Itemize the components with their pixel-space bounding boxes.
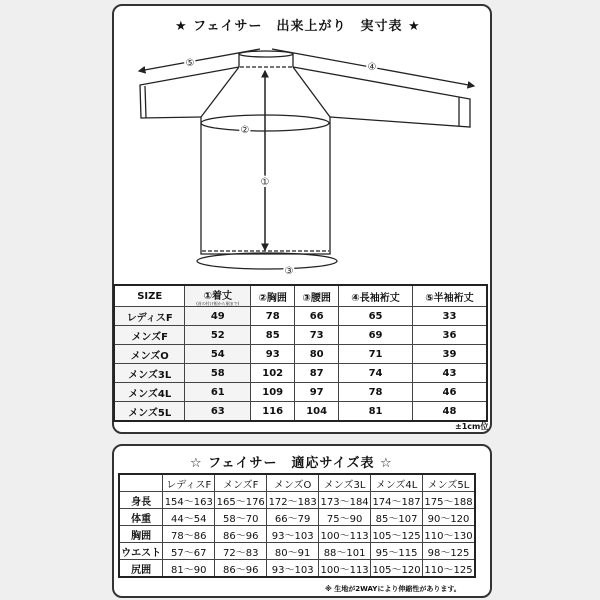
finished-size-title: ★ フェイサー 出来上がり 実寸表 ★ <box>175 19 421 34</box>
table-cell: メンズ3L <box>319 474 371 492</box>
row-header: 体重 <box>119 509 163 526</box>
row-header: 尻囲 <box>119 560 163 578</box>
header-chest: ②胸囲 <box>251 285 295 307</box>
table-cell: 63 <box>185 402 251 422</box>
table-cell: 58 <box>185 364 251 383</box>
table-cell: 71 <box>339 345 413 364</box>
table-cell: 175～188 <box>423 492 476 509</box>
table-cell: 78 <box>251 307 295 326</box>
table-cell: 36 <box>412 326 487 345</box>
row-header <box>119 474 163 492</box>
stretch-note: ※ 生地が2WAYにより伸縮性があります。 <box>325 585 461 593</box>
row-header: レディスF <box>114 307 185 326</box>
table-row <box>119 509 475 526</box>
table-cell: 95～115 <box>371 543 423 560</box>
table-cell: 100～113 <box>319 560 371 578</box>
table-cell: 73 <box>295 326 339 345</box>
table-cell: 57～67 <box>163 543 215 560</box>
row-header: メンズO <box>114 345 185 364</box>
table-cell: 58～70 <box>215 509 267 526</box>
table-cell: 93～103 <box>267 526 319 543</box>
row-header: 身長 <box>119 492 163 509</box>
table-cell: 46 <box>412 383 487 402</box>
table-cell: 87 <box>295 364 339 383</box>
table-cell: 93～103 <box>267 560 319 578</box>
finished-size-table <box>113 284 488 422</box>
fit-size-title: ☆ フェイサー 適応サイズ表 ☆ <box>190 456 393 471</box>
table-row <box>114 364 487 383</box>
table-cell: 52 <box>185 326 251 345</box>
label-3: ③ <box>284 266 294 277</box>
row-header: 胸囲 <box>119 526 163 543</box>
table-cell: 165～176 <box>215 492 267 509</box>
table-cell: 69 <box>339 326 413 345</box>
table-cell: 88～101 <box>319 543 371 560</box>
row-header: メンズ5L <box>114 402 185 422</box>
table-row <box>114 402 487 422</box>
table-cell: 90～120 <box>423 509 476 526</box>
label-1: ① <box>260 177 270 188</box>
table-cell: 66 <box>295 307 339 326</box>
table-cell: 44～54 <box>163 509 215 526</box>
table-row <box>114 345 487 364</box>
table-cell: 43 <box>412 364 487 383</box>
table-cell: 81 <box>339 402 413 422</box>
table-cell: 78 <box>339 383 413 402</box>
table-cell: 72～83 <box>215 543 267 560</box>
label-4: ④ <box>367 62 377 73</box>
table-cell: 85 <box>251 326 295 345</box>
table-row <box>119 560 475 578</box>
table-cell: 86～96 <box>215 526 267 543</box>
row-header: メンズ3L <box>114 364 185 383</box>
table-cell: 172～183 <box>267 492 319 509</box>
header-length: ①着丈 (首の付け根から裾まで) <box>185 285 251 307</box>
label-5: ⑤ <box>185 58 195 69</box>
fit-size-table <box>118 473 476 578</box>
table-cell: 174～187 <box>371 492 423 509</box>
header-short-sleeve: ⑤半袖裄丈 <box>412 285 487 307</box>
table-cell: 173～184 <box>319 492 371 509</box>
row-header: ウエスト <box>119 543 163 560</box>
table-row <box>119 526 475 543</box>
table-cell: 110～125 <box>423 560 476 578</box>
table-cell: レディスF <box>163 474 215 492</box>
table-cell: 93 <box>251 345 295 364</box>
table-row <box>114 383 487 402</box>
table-cell: 154～163 <box>163 492 215 509</box>
table-row <box>119 492 475 509</box>
table-cell: 78～86 <box>163 526 215 543</box>
table-cell: 61 <box>185 383 251 402</box>
row-header: メンズ4L <box>114 383 185 402</box>
table-cell: 102 <box>251 364 295 383</box>
tolerance-note: ±1cm位 <box>455 422 489 431</box>
table-row <box>114 326 487 345</box>
table-cell: 105～120 <box>371 560 423 578</box>
half-sleeve-arrow <box>139 49 260 71</box>
table-cell: メンズ4L <box>371 474 423 492</box>
table-cell: 75～90 <box>319 509 371 526</box>
table-cell: 65 <box>339 307 413 326</box>
table-cell: 116 <box>251 402 295 422</box>
header-long-sleeve: ④長袖裄丈 <box>339 285 413 307</box>
header-waist: ③腰囲 <box>295 285 339 307</box>
table-cell: メンズ5L <box>423 474 476 492</box>
table-cell: メンズF <box>215 474 267 492</box>
row-header: メンズF <box>114 326 185 345</box>
table-cell: 33 <box>412 307 487 326</box>
header-size: SIZE <box>114 285 185 307</box>
table-cell: 86～96 <box>215 560 267 578</box>
table-cell: 81～90 <box>163 560 215 578</box>
table-cell: 48 <box>412 402 487 422</box>
table-row <box>114 307 487 326</box>
table-cell: 104 <box>295 402 339 422</box>
table-cell: 74 <box>339 364 413 383</box>
hip-measure <box>197 253 337 269</box>
table-cell: メンズO <box>267 474 319 492</box>
table-cell: 97 <box>295 383 339 402</box>
label-2: ② <box>240 125 250 136</box>
table-cell: 49 <box>185 307 251 326</box>
table-cell: 98～125 <box>423 543 476 560</box>
table-cell: 80 <box>295 345 339 364</box>
table-row <box>119 543 475 560</box>
table-cell: 39 <box>412 345 487 364</box>
table-cell: 54 <box>185 345 251 364</box>
table-cell: 110～130 <box>423 526 476 543</box>
table-cell: 80～91 <box>267 543 319 560</box>
table-cell: 85～107 <box>371 509 423 526</box>
table-row <box>119 474 475 492</box>
table-cell: 100～113 <box>319 526 371 543</box>
garment-outline <box>140 51 470 254</box>
table-cell: 109 <box>251 383 295 402</box>
table-cell: 105～125 <box>371 526 423 543</box>
table-cell: 66～79 <box>267 509 319 526</box>
